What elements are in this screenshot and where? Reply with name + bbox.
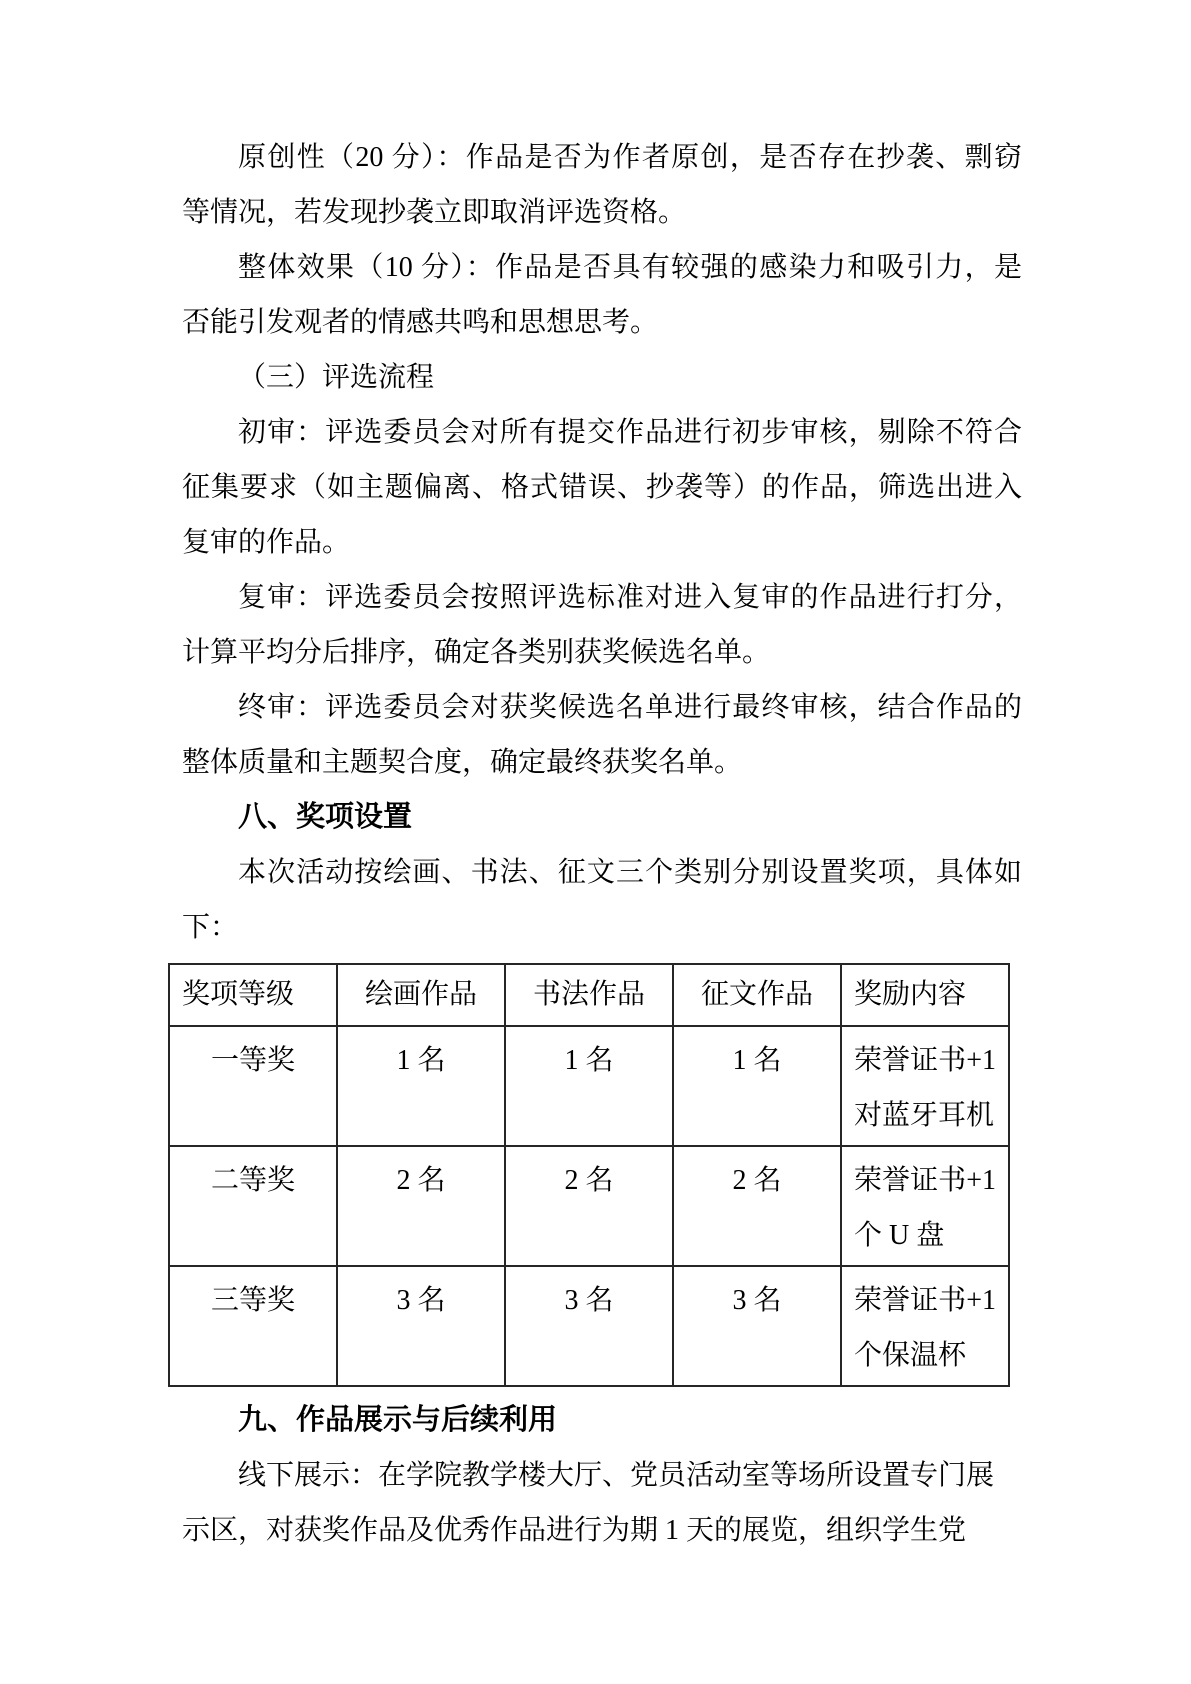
text-line: 否能引发观者的情感共鸣和思想思考。 [182, 307, 659, 338]
awards-table [168, 963, 1010, 1387]
subsection-title-evaluation-process: （三）评选流程 [238, 362, 435, 393]
reward-line: 个 U 盘 [854, 1220, 945, 1251]
table-cell-reward [841, 1266, 1009, 1386]
table-cell: 1 名 [505, 1026, 673, 1146]
table-cell: 3 名 [505, 1266, 673, 1386]
text-line: 整体效果（10 分）：作品是否具有较强的感染力和吸引力，是 [238, 252, 1022, 283]
table-cell: 2 名 [673, 1146, 841, 1266]
reward-line: 荣誉证书+1 [854, 1165, 996, 1196]
table-cell-tier: 一等奖 [169, 1026, 337, 1146]
table-header-cell: 奖励内容 [841, 964, 1009, 1026]
section-heading-awards-setup: 八、奖项设置 [238, 801, 413, 833]
table-cell-tier: 二等奖 [169, 1146, 337, 1266]
text-line: 原创性（20 分）：作品是否为作者原创，是否存在抄袭、剽窃 [238, 142, 1022, 173]
table-header-cell: 奖项等级 [169, 964, 337, 1026]
table-header-cell: 绘画作品 [337, 964, 505, 1026]
table-cell: 3 名 [337, 1266, 505, 1386]
table-cell-tier: 三等奖 [169, 1266, 337, 1386]
table-header-cell: 书法作品 [505, 964, 673, 1026]
table-cell: 1 名 [673, 1026, 841, 1146]
text-line: 计算平均分后排序，确定各类别获奖候选名单。 [182, 637, 771, 668]
table-header-row [169, 964, 1009, 1026]
text-line: 征集要求（如主题偏离、格式错误、抄袭等）的作品，筛选出进入 [182, 472, 1022, 503]
table-cell-reward [841, 1146, 1009, 1266]
table-cell: 2 名 [505, 1146, 673, 1266]
table-row [169, 1146, 1009, 1266]
text-line: 下： [182, 912, 239, 943]
table-row [169, 1266, 1009, 1386]
table-row [169, 1026, 1009, 1146]
text-line: 本次活动按绘画、书法、征文三个类别分别设置奖项，具体如 [238, 857, 1022, 888]
text-line: 终审：评选委员会对获奖候选名单进行最终审核，结合作品的 [238, 692, 1022, 723]
text-line: 整体质量和主题契合度，确定最终获奖名单。 [182, 747, 743, 778]
table-cell: 1 名 [337, 1026, 505, 1146]
text-line: 初审：评选委员会对所有提交作品进行初步审核，剔除不符合 [238, 417, 1022, 448]
text-line: 线下展示：在学院教学楼大厅、党员活动室等场所设置专门展 [238, 1460, 995, 1491]
document-body [182, 130, 1022, 1558]
text-line: 复审的作品。 [182, 527, 351, 558]
reward-line: 个保温杯 [854, 1340, 967, 1371]
table-cell-reward [841, 1026, 1009, 1146]
table-cell: 2 名 [337, 1146, 505, 1266]
text-line: 示区，对获奖作品及优秀作品进行为期 1 天的展览，组织学生党 [182, 1515, 967, 1546]
text-line: 等情况，若发现抄袭立即取消评选资格。 [182, 197, 687, 228]
reward-line: 荣誉证书+1 [854, 1285, 996, 1316]
reward-line: 荣誉证书+1 [854, 1045, 996, 1076]
section-heading-display-followup: 九、作品展示与后续利用 [238, 1404, 558, 1436]
table-cell: 3 名 [673, 1266, 841, 1386]
text-line: 复审：评选委员会按照评选标准对进入复审的作品进行打分， [238, 582, 1022, 613]
reward-line: 对蓝牙耳机 [854, 1100, 995, 1131]
table-header-cell: 征文作品 [673, 964, 841, 1026]
